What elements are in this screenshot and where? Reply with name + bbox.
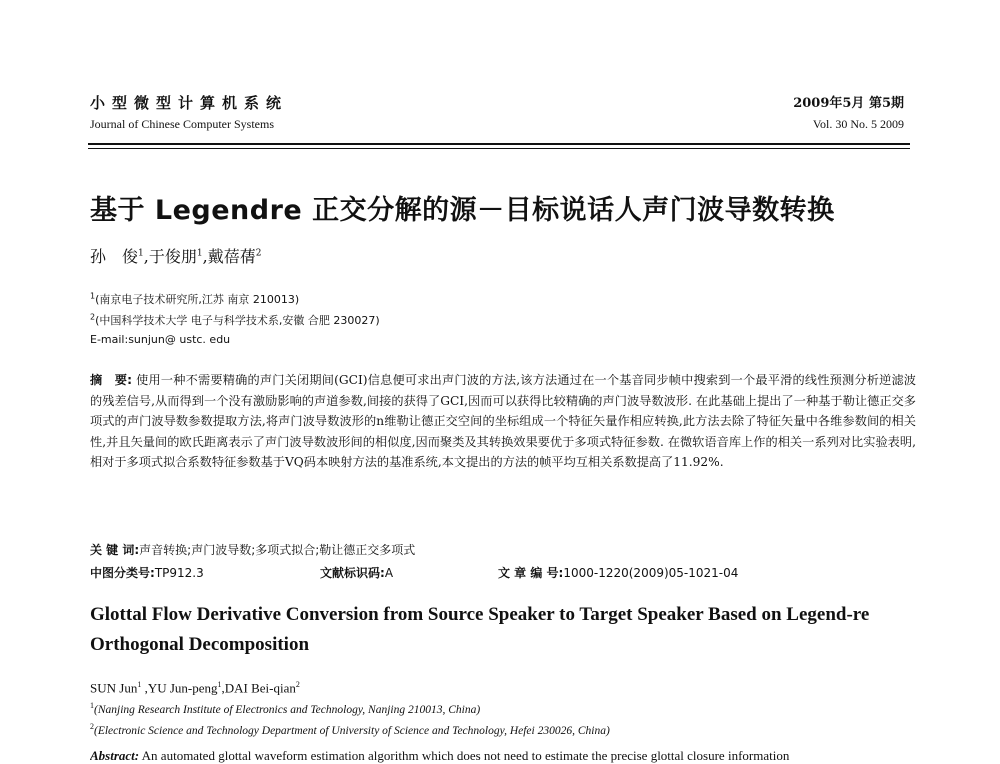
author-separator: ,	[221, 680, 225, 696]
authors-zh	[90, 244, 261, 267]
abstract-text-en: An automated glottal waveform estimation algorithm which does not need to estimate the precise glottal closure information	[141, 748, 790, 763]
author-name-en: DAI Bei-qian	[224, 680, 296, 696]
abstract-label-en: Abstract:	[90, 748, 140, 763]
author-name: 戴蓓蒨	[207, 247, 256, 266]
clc-value: TP912.3	[154, 566, 204, 580]
paper-title-zh: 基于 Legendre 正交分解的源－目标说话人声门波导数转换	[90, 195, 835, 226]
authors-en	[90, 680, 300, 696]
author-affiliation-mark: 2	[255, 248, 262, 259]
author-affiliation-mark: 1	[138, 248, 144, 259]
affiliation-en-2	[90, 722, 610, 737]
affiliation-zh-2	[90, 312, 380, 328]
journal-name-en: Journal of Chinese Computer Systems	[90, 117, 274, 131]
affiliation-text: (南京电子技术研究所,江苏 南京 210013)	[95, 293, 300, 306]
keywords-text-zh: 声音转换;声门波导数;多项式拟合;勒让德正交多项式	[139, 543, 416, 557]
abstract-label-zh: 摘 要:	[90, 373, 132, 387]
keywords-zh	[90, 541, 415, 558]
affiliation-number: 2	[90, 312, 96, 322]
author-separator: ,	[143, 247, 149, 266]
author-name: 孙 俊	[90, 247, 139, 266]
author-affiliation-mark-en: 1	[217, 680, 222, 689]
article-number-value: 1000-1220(2009)05-1021-04	[563, 566, 739, 580]
doc-code-value: A	[384, 566, 394, 580]
article-number-field	[498, 564, 738, 581]
clc-label: 中图分类号:	[90, 566, 155, 580]
author-name: 于俊朋	[148, 247, 197, 266]
journal-name-zh: 小型微型计算机系统	[90, 94, 289, 112]
header-rule-thick	[88, 143, 910, 145]
keywords-label-zh: 关 键 词:	[90, 543, 140, 557]
author-affiliation-mark-en: 2	[295, 680, 300, 689]
author-affiliation-mark: 1	[196, 248, 203, 259]
article-number-label: 文 章 编 号:	[498, 566, 564, 580]
author-affiliation-mark-en: 1	[137, 680, 142, 689]
affiliation-text: (中国科学技术大学 电子与科学技术系,安徽 合肥 230027)	[95, 314, 380, 327]
doc-code-label: 文献标识码:	[320, 566, 385, 580]
author-separator: ,	[202, 247, 208, 266]
affiliation-number: 1	[90, 291, 96, 301]
issue-info-en: Vol. 30 No. 5 2009	[812, 117, 904, 131]
clc-field	[90, 564, 204, 581]
affiliation-number-en: 1	[90, 701, 94, 710]
doc-code-field	[320, 564, 393, 581]
affiliation-en-1	[90, 701, 480, 716]
email-line: E-mail:sunjun@ ustc. edu	[90, 333, 231, 346]
abstract-zh	[90, 370, 916, 473]
paper-title-en: Glottal Flow Derivative Conversion from Source Speaker to Target Speaker Based on Legend-re Orthogonal Decomposition	[90, 604, 870, 655]
author-name-en: YU Jun-peng	[147, 680, 218, 696]
issue-info-zh: 2009年5月 第5期	[793, 96, 904, 111]
affiliation-text-en: (Nanjing Research Institute of Electronics and Technology, Nanjing 210013, China)	[94, 703, 481, 716]
classification-row	[90, 564, 916, 582]
author-name-en: SUN Jun	[90, 680, 138, 696]
abstract-text-zh: 使用一种不需要精确的声门关闭期间(GCI)信息便可求出声门波的方法,该方法通过在一个基音同步帧中搜索到一个最平滑的线性预测分析逆滤波的残差信号,从而得到一个没有激励影响的声道参数,间接的获得了GCI,因而可以获得比较精确的声门波导数波形. 在此基础上提出了一种基于勒让德正交多项式的声门波导数参数提取方法,将声门波导数波形的n维勒让德正交空间的坐标组成一个特征矢量作相应转换,此方法去除了特征矢量中各维参数间的相关性,并且矢量间的欧氏距离表示了声门波导数波形间的相似度,因而聚类及其转换效果要优于多项式特征参数. 在微软语音库上作的相关一系列对比实验表明,相对于多项式拟合系数特征参数基于VQ码本映射方法的基准系统,本文提出的方法的帧平均互相关系数提高了11.92%.	[90, 373, 916, 470]
header-rule-thin	[88, 148, 910, 149]
affiliation-text-en: (Electronic Science and Technology Department of University of Science and Technology, Hefei 230026, China)	[94, 724, 610, 737]
affiliation-number-en: 2	[90, 722, 94, 731]
affiliation-zh-1	[90, 291, 299, 307]
author-separator: ,	[141, 680, 148, 696]
abstract-en	[90, 748, 916, 764]
